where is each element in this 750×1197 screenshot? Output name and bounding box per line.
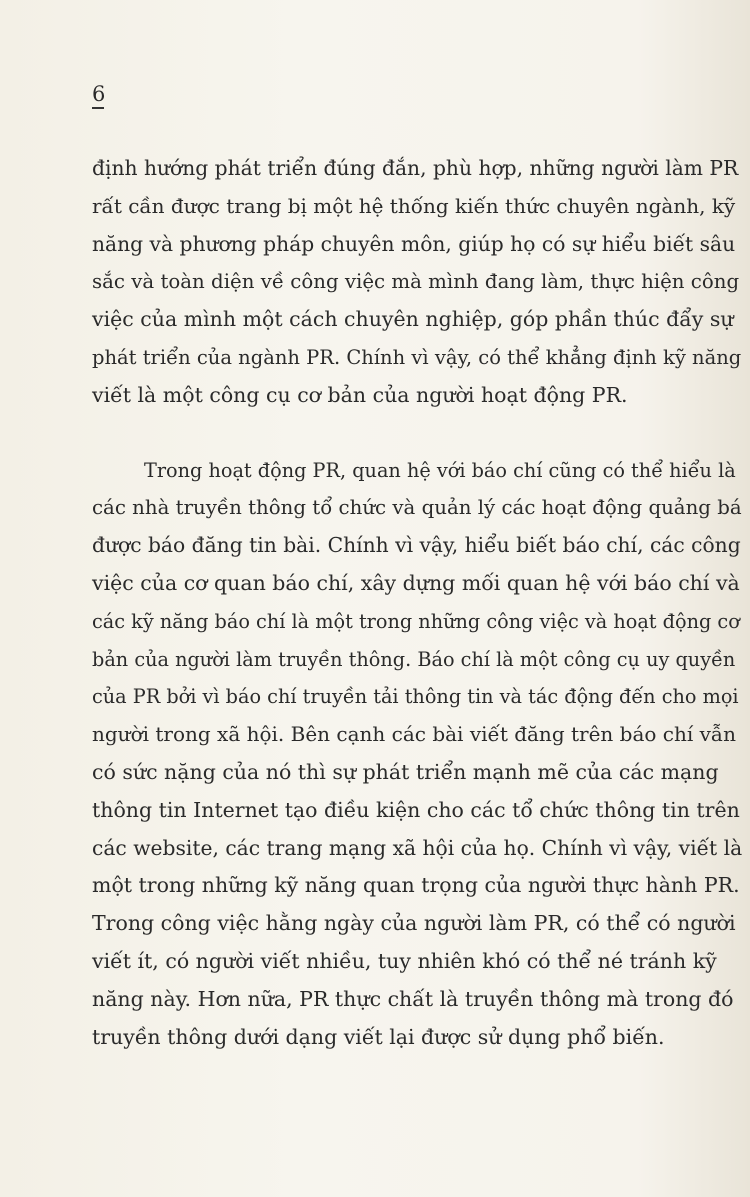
text-line: sắc và toàn diện về công việc mà mình đang làm, thực hiện công xyxy=(92,270,740,294)
text-line: năng này. Hơn nữa, PR thực chất là truyền thông mà trong đó xyxy=(92,986,734,1011)
text-line: các kỹ năng báo chí là một trong những công việc và hoạt động cơ xyxy=(92,609,740,633)
page-number-underline xyxy=(92,107,104,109)
paragraph-1 xyxy=(92,150,742,415)
text-line: được báo đăng tin bài. Chính vì vậy, hiểu biết báo chí, các công xyxy=(92,533,741,558)
text-line: các nhà truyền thông tổ chức và quản lý các hoạt động quảng bá xyxy=(92,496,742,520)
text-line: Trong công việc hằng ngày của người làm PR, có thể có người xyxy=(92,911,736,936)
text-line: phát triển của ngành PR. Chính vì vậy, có thể khẳng định kỹ năng xyxy=(92,345,742,369)
body-text xyxy=(92,150,742,1056)
text-line: có sức nặng của nó thì sự phát triển mạnh mẽ của các mạng xyxy=(92,759,719,784)
text-line: thông tin Internet tạo điều kiện cho các tổ chức thông tin trên xyxy=(92,797,740,822)
text-line: định hướng phát triển đúng đắn, phù hợp, những người làm PR xyxy=(92,156,739,180)
text-line: của PR bởi vì báo chí truyền tải thông tin và tác động đến cho mọi xyxy=(92,685,739,709)
text-line: bản của người làm truyền thông. Báo chí là một công cụ uy quyền xyxy=(92,647,736,671)
text-line: viết là một công cụ cơ bản của người hoạt động PR. xyxy=(92,382,628,407)
paragraph-gap xyxy=(92,415,742,452)
text-line: Trong hoạt động PR, quan hệ với báo chí cũng có thể hiểu là xyxy=(144,458,736,482)
text-line: năng và phương pháp chuyên môn, giúp họ có sự hiểu biết sâu xyxy=(92,231,736,256)
text-line: viết ít, có người viết nhiều, tuy nhiên khó có thể né tránh kỹ xyxy=(92,948,717,973)
paragraph-2 xyxy=(92,452,742,1057)
text-line: các website, các trang mạng xã hội của họ. Chính vì vậy, viết là xyxy=(92,835,743,860)
text-line: một trong những kỹ năng quan trọng của người thực hành PR. xyxy=(92,873,740,898)
text-line: rất cần được trang bị một hệ thống kiến thức chuyên ngành, kỹ xyxy=(92,193,736,218)
text-line: truyền thông dưới dạng viết lại được sử dụng phổ biến. xyxy=(92,1024,665,1049)
page-number: 6 xyxy=(92,82,106,106)
text-line: người trong xã hội. Bên cạnh các bài viết đăng trên báo chí vẫn xyxy=(92,722,737,747)
text-line: việc của cơ quan báo chí, xây dựng mối quan hệ với báo chí và xyxy=(92,570,740,595)
text-line: việc của mình một cách chuyên nghiệp, góp phần thúc đẩy sự xyxy=(92,307,734,332)
